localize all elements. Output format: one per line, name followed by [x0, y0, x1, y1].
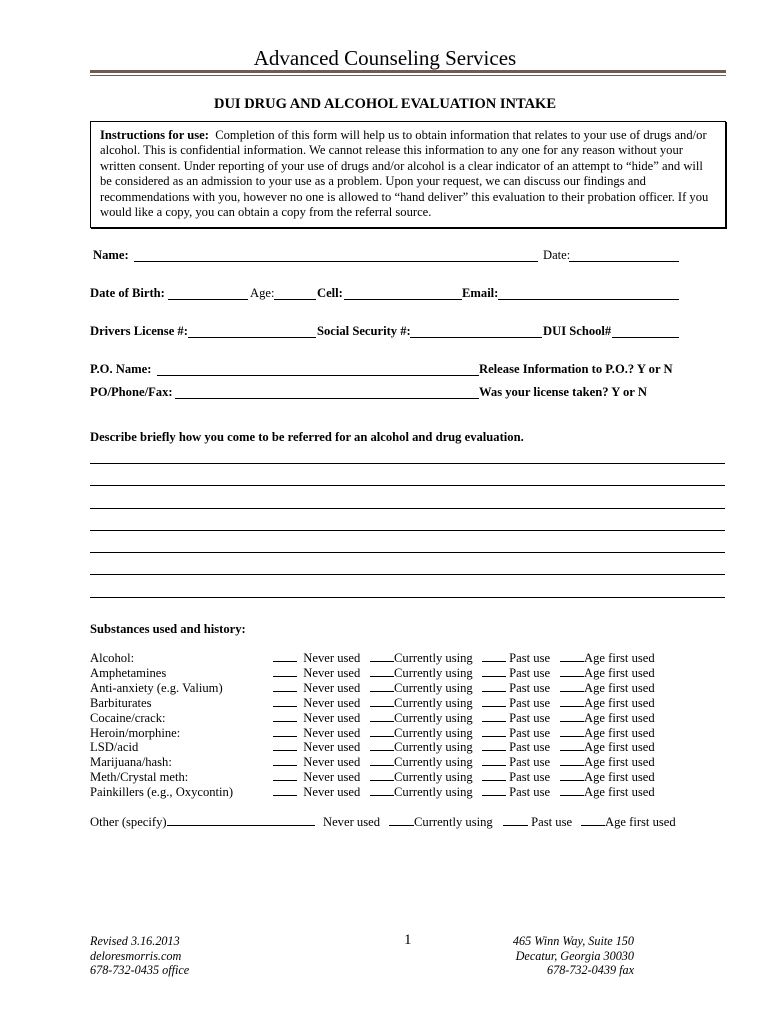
past-use-blank[interactable]	[482, 765, 506, 766]
date-label: Date:	[543, 248, 571, 262]
substance-row-label	[90, 785, 233, 800]
age-first-used-blank[interactable]	[560, 795, 584, 796]
past-use-option: Past use	[482, 740, 550, 755]
never-used-option: Never used	[273, 696, 360, 711]
revised-date: Revised 3.16.2013	[90, 934, 180, 948]
age-first-used-option: Age first used	[560, 785, 655, 800]
age-first-used-option: Age first used	[560, 681, 655, 696]
currently-using-blank[interactable]	[370, 795, 394, 796]
referral-line[interactable]	[90, 508, 725, 509]
never-used-blank[interactable]	[273, 750, 297, 751]
past-use-option: Past use	[482, 726, 550, 741]
age-first-used-option: Age first used	[560, 696, 655, 711]
past-use-blank[interactable]	[482, 795, 506, 796]
substance-label: Barbiturates	[90, 696, 152, 710]
never-used-option: Never used	[273, 681, 360, 696]
other-past-blank[interactable]	[503, 825, 528, 826]
currently-using-blank[interactable]	[370, 736, 394, 737]
age-first-used-blank[interactable]	[560, 691, 584, 692]
referral-line[interactable]	[90, 597, 725, 598]
substance-row-label	[90, 681, 223, 696]
ssn-label: Social Security #:	[317, 324, 411, 338]
instructions-label: Instructions for use:	[100, 128, 209, 142]
age-first-used-option: Age first used	[560, 755, 655, 770]
address-line-1: 465 Winn Way, Suite 150	[512, 934, 634, 948]
currently-using-option: Currently using	[370, 740, 473, 755]
footer-right	[480, 934, 634, 978]
never-used-option: Never used	[273, 711, 360, 726]
instructions-box	[90, 121, 726, 228]
past-use-option: Past use	[482, 711, 550, 726]
dui-school-label: DUI School#	[543, 324, 612, 338]
currently-using-option: Currently using	[370, 666, 473, 681]
email-label: Email:	[462, 286, 499, 300]
header-rule	[90, 70, 726, 73]
substance-label: Amphetamines	[90, 666, 167, 680]
currently-using-option: Currently using	[370, 770, 473, 785]
date-field[interactable]	[569, 261, 679, 262]
header-rule-thin	[90, 75, 726, 76]
office-phone: 678-732-0435 office	[90, 963, 190, 978]
age-first-used-blank[interactable]	[560, 706, 584, 707]
name-label: Name:	[93, 248, 129, 262]
referral-line[interactable]	[90, 530, 725, 531]
currently-using-blank[interactable]	[370, 661, 394, 662]
age-first-used-blank[interactable]	[560, 780, 584, 781]
age-first-used-blank[interactable]	[560, 721, 584, 722]
substance-label: Alcohol:	[90, 651, 135, 665]
dob-label: Date of Birth:	[90, 286, 165, 300]
past-use-blank[interactable]	[482, 691, 506, 692]
age-label: Age:	[250, 286, 275, 300]
substance-label: Meth/Crystal meth:	[90, 770, 189, 784]
never-used-blank[interactable]	[273, 736, 297, 737]
age-first-used-blank[interactable]	[560, 736, 584, 737]
past-use-blank[interactable]	[482, 706, 506, 707]
substance-row-label	[90, 770, 188, 785]
currently-using-blank[interactable]	[370, 750, 394, 751]
currently-using-option: Currently using	[370, 726, 473, 741]
other-past-option: Past use	[503, 815, 572, 830]
age-first-used-option: Age first used	[560, 740, 655, 755]
other-age-blank[interactable]	[581, 825, 605, 826]
never-used-blank[interactable]	[273, 780, 297, 781]
currently-using-blank[interactable]	[370, 676, 394, 677]
currently-using-option: Currently using	[370, 785, 473, 800]
substance-row-label	[90, 740, 138, 755]
substance-label: Heroin/morphine:	[90, 726, 181, 740]
po-name-label: P.O. Name:	[90, 362, 152, 376]
page-number: 1	[404, 932, 412, 948]
other-never-option: Never used	[323, 815, 380, 829]
never-used-option: Never used	[273, 726, 360, 741]
currently-using-option: Currently using	[370, 681, 473, 696]
age-first-used-blank[interactable]	[560, 750, 584, 751]
age-first-used-blank[interactable]	[560, 676, 584, 677]
age-first-used-blank[interactable]	[560, 765, 584, 766]
currently-using-option: Currently using	[370, 755, 473, 770]
past-use-blank[interactable]	[482, 676, 506, 677]
never-used-blank[interactable]	[273, 706, 297, 707]
age-first-used-option: Age first used	[560, 770, 655, 785]
substances-heading: Substances used and history:	[90, 622, 246, 636]
past-use-blank[interactable]	[482, 780, 506, 781]
never-used-option: Never used	[273, 666, 360, 681]
referral-prompt: Describe briefly how you come to be referred for an alcohol and drug evaluation.	[90, 430, 524, 444]
other-specify-field[interactable]	[167, 825, 315, 826]
other-current-option: Currently using	[389, 815, 493, 830]
substance-row-label	[90, 755, 172, 770]
never-used-blank[interactable]	[273, 795, 297, 796]
substance-row-label	[90, 666, 166, 681]
other-age-option: Age first used	[581, 815, 676, 830]
never-used-option: Never used	[273, 785, 360, 800]
past-use-blank[interactable]	[482, 661, 506, 662]
past-use-blank[interactable]	[482, 750, 506, 751]
past-use-option: Past use	[482, 755, 550, 770]
past-use-option: Past use	[482, 681, 550, 696]
past-use-option: Past use	[482, 770, 550, 785]
footer-left	[90, 934, 189, 978]
currently-using-option: Currently using	[370, 711, 473, 726]
never-used-blank[interactable]	[273, 661, 297, 662]
other-current-blank[interactable]	[389, 825, 414, 826]
age-first-used-blank[interactable]	[560, 661, 584, 662]
referral-line[interactable]	[90, 574, 725, 575]
address-line-2: Decatur, Georgia 30030	[515, 948, 634, 963]
never-used-option: Never used	[273, 755, 360, 770]
license-field[interactable]	[188, 337, 316, 338]
substance-row-label	[90, 696, 152, 711]
substance-label: Cocaine/crack:	[90, 711, 166, 725]
website: deloresmorris.com	[90, 948, 182, 963]
past-use-blank[interactable]	[482, 736, 506, 737]
dui-school-field[interactable]	[612, 337, 679, 338]
never-used-blank[interactable]	[273, 691, 297, 692]
organization-name: Advanced Counseling Services	[253, 46, 517, 70]
past-use-option: Past use	[482, 666, 550, 681]
never-used-option: Never used	[273, 651, 360, 666]
substance-row-label	[90, 726, 180, 741]
currently-using-blank[interactable]	[370, 706, 394, 707]
referral-line[interactable]	[90, 485, 725, 486]
never-used-option: Never used	[273, 740, 360, 755]
never-used-blank[interactable]	[273, 721, 297, 722]
substance-label: Painkillers (e.g., Oxycontin)	[90, 785, 234, 799]
currently-using-blank[interactable]	[370, 691, 394, 692]
age-first-used-option: Age first used	[560, 711, 655, 726]
form-title: DUI DRUG AND ALCOHOL EVALUATION INTAKE	[213, 96, 557, 112]
referral-line[interactable]	[90, 463, 725, 464]
past-use-option: Past use	[482, 651, 550, 666]
currently-using-blank[interactable]	[370, 721, 394, 722]
substance-label: Marijuana/hash:	[90, 755, 172, 769]
currently-using-option: Currently using	[370, 696, 473, 711]
license-label: Drivers License #:	[90, 324, 188, 338]
email-field[interactable]	[498, 299, 679, 300]
past-use-blank[interactable]	[482, 721, 506, 722]
age-first-used-option: Age first used	[560, 726, 655, 741]
fax-number: 678-732-0439 fax	[547, 963, 634, 978]
substance-label: LSD/acid	[90, 740, 139, 754]
never-used-blank[interactable]	[273, 765, 297, 766]
never-used-option: Never used	[273, 770, 360, 785]
age-first-used-option: Age first used	[560, 666, 655, 681]
currently-using-blank[interactable]	[370, 765, 394, 766]
currently-using-blank[interactable]	[370, 780, 394, 781]
name-field[interactable]	[134, 261, 538, 262]
cell-label: Cell:	[317, 286, 343, 300]
substance-row-label	[90, 711, 166, 726]
past-use-option: Past use	[482, 696, 550, 711]
age-first-used-option: Age first used	[560, 651, 655, 666]
substance-label: Anti-anxiety (e.g. Valium)	[90, 681, 223, 695]
po-phone-label: PO/Phone/Fax:	[90, 385, 173, 399]
other-substance-row	[90, 815, 315, 830]
age-field[interactable]	[274, 299, 316, 300]
po-phone-field[interactable]	[175, 398, 479, 399]
instructions-text: Completion of this form will help us to obtain information that relates to your use of drugs and/or alcohol. This is confidential information. We cannot release this information to any one for any reason without your written consent. Under reporting of your use of drugs and/or alcohol is a clear indicator of an attempt to “hide” and will be considered as an admission to your use as a problem. Upon your request, we can discuss our findings and recommendations with you, however no one is allowed to “hand deliver” this evaluation to their probation officer. If you would like a copy, you can obtain a copy from the referral source.	[100, 128, 709, 220]
dob-field[interactable]	[168, 299, 248, 300]
other-label: Other (specify)	[90, 815, 167, 829]
ssn-field[interactable]	[410, 337, 542, 338]
substance-row-label	[90, 651, 134, 666]
past-use-option: Past use	[482, 785, 550, 800]
currently-using-option: Currently using	[370, 651, 473, 666]
release-info-label: Release Information to P.O.? Y or N	[479, 362, 673, 376]
cell-field[interactable]	[344, 299, 462, 300]
never-used-blank[interactable]	[273, 676, 297, 677]
po-name-field[interactable]	[157, 375, 479, 376]
referral-line[interactable]	[90, 552, 725, 553]
license-taken-label: Was your license taken? Y or N	[479, 385, 647, 399]
